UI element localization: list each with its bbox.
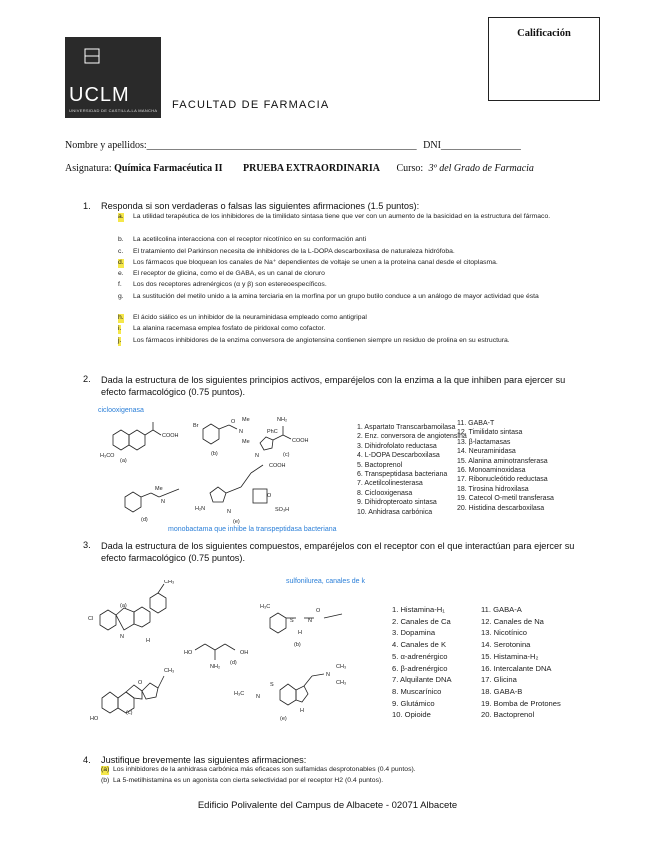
q4-text: Justifique brevemente las siguientes afirmaciones: xyxy=(101,755,307,765)
svg-text:(d): (d) xyxy=(141,517,148,523)
svg-text:CH₃: CH₃ xyxy=(164,668,175,674)
svg-text:NH₂: NH₂ xyxy=(277,417,288,423)
q2-annotation-bottom: monobactama que inhibe la transpeptidasa bacteriana xyxy=(168,526,337,533)
svg-text:HO: HO xyxy=(184,650,193,656)
q4-number: 4. xyxy=(83,755,91,765)
svg-text:O: O xyxy=(316,608,321,614)
svg-text:H: H xyxy=(298,630,302,636)
svg-text:(c): (c) xyxy=(126,710,133,716)
svg-text:O: O xyxy=(138,680,143,686)
q3-receptor-list-left: 1. Histamina-H₁ 2. Canales de Ca 3. Dopamina 4. Canales de K 5. α-adrenérgico 6. β-adrenérgico 7. Alquilante DNA 8. Muscarínico 9. Glutámico 10. Opioide xyxy=(392,605,452,720)
svg-text:H₃C: H₃C xyxy=(260,604,271,610)
svg-text:NH₂: NH₂ xyxy=(210,664,221,670)
svg-text:N: N xyxy=(239,429,243,435)
svg-text:(e): (e) xyxy=(233,519,240,525)
q2-text: Dada la estructura de los siguientes principios activos, emparéjelos con la enzima a la que inhiben para ejercer su efecto farmacológico (0.75 puntos). xyxy=(101,375,566,397)
svg-text:H: H xyxy=(146,638,150,644)
svg-text:S: S xyxy=(290,618,294,624)
q1-text: Responda si son verdaderas o falsas las siguientes afirmaciones (1.5 puntos): xyxy=(101,201,420,211)
svg-text:Cl: Cl xyxy=(88,616,94,622)
svg-text:OH: OH xyxy=(240,650,249,656)
svg-text:Me: Me xyxy=(242,439,250,445)
svg-text:Me: Me xyxy=(155,486,163,492)
course-value: 3º del Grado de Farmacia xyxy=(428,163,534,174)
svg-text:N: N xyxy=(255,453,259,459)
q3-annotation: sulfonilurea, canales de k xyxy=(286,578,365,585)
q2-enzyme-list-left: 1. Aspartato Transcarbamoilasa 2. Enz. conversora de angiotensina 3. Dihidrofolato reductasa 4. L-DOPA Descarboxilasa 5. Bactoprenol 6. Transpeptidasa bacteriana 7. Acetilcolinesterasa 8. Ciclooxigenasa 9. Dihidropteroato sintasa 10. Anhidrasa carbónica xyxy=(357,424,467,516)
svg-text:(e): (e) xyxy=(280,716,287,722)
name-line xyxy=(65,140,521,151)
svg-text:N: N xyxy=(256,694,260,700)
svg-text:N: N xyxy=(161,499,165,505)
svg-text:CH₃: CH₃ xyxy=(336,664,347,670)
svg-text:HO: HO xyxy=(90,716,99,722)
q1-number: 1. xyxy=(83,201,91,211)
svg-text:CH₃: CH₃ xyxy=(336,680,347,686)
q2-enzyme-list-right: 11. GABA-T 12. Timilidato sintasa 13. β-lactamasas 14. Neuraminidasa 15. Alanina aminotransferasa 16. Monoaminoxidasa 17. Ribonucleótido reductasa 18. Tirosina hidroxilasa 19. Catecol O-metil transferasa 20. Histidina descarboxilasa xyxy=(457,420,554,512)
subject-name: Química Farmacéutica II xyxy=(114,163,223,174)
logo-text: UCLM xyxy=(69,84,130,106)
grade-box xyxy=(488,17,600,101)
dni-label: DNI________________ xyxy=(423,140,521,151)
svg-text:COOH: COOH xyxy=(269,463,286,469)
uclm-logo xyxy=(65,37,161,118)
svg-text:H₂N: H₂N xyxy=(195,506,206,512)
svg-text:N: N xyxy=(120,634,124,640)
svg-text:N: N xyxy=(227,509,231,515)
svg-text:O: O xyxy=(267,493,272,499)
q3-receptor-list-right: 11. GABA-A 12. Canales de Na 13. Nicotínico 14. Serotonina 15. Histamina-H₂ 16. Intercalante DNA 17. Glicina 18. GABA-B 19. Bomba de Protones 20. Bactoprenol xyxy=(481,605,561,720)
svg-text:(a): (a) xyxy=(120,603,127,609)
svg-text:COOH: COOH xyxy=(162,433,179,439)
q2-annotation-top: ciclooxigenasa xyxy=(98,407,144,414)
name-label: Nombre y apellidos:______________________________________________________ xyxy=(65,140,417,151)
course-label: Curso: xyxy=(396,163,424,174)
grade-label: Calificación xyxy=(517,28,571,39)
subject-line xyxy=(65,163,534,174)
svg-text:(b): (b) xyxy=(211,451,218,457)
subject-label: Asignatura: xyxy=(65,163,112,174)
q3-number: 3. xyxy=(83,540,91,550)
svg-text:S: S xyxy=(270,682,274,688)
svg-text:O: O xyxy=(231,419,236,425)
svg-text:COOH: COOH xyxy=(292,438,309,444)
faculty-title: FACULTAD DE FARMACIA xyxy=(172,99,330,111)
svg-text:CH₃: CH₃ xyxy=(164,580,175,585)
svg-text:N: N xyxy=(308,618,312,624)
q3-structures-drawing xyxy=(80,580,390,730)
svg-text:(b): (b) xyxy=(294,642,301,648)
exam-name: PRUEBA EXTRAORDINARIA xyxy=(242,163,380,174)
svg-text:(c): (c) xyxy=(283,452,290,458)
svg-text:SO₃H: SO₃H xyxy=(275,507,290,513)
svg-text:H₃C: H₃C xyxy=(234,691,245,697)
q3-text: Dada la estructura de los siguientes compuestos, emparéjelos con el receptor con el que interactúan para ejercer su efecto farmacológico (0.75 puntos). xyxy=(101,541,575,563)
svg-text:(a): (a) xyxy=(120,458,127,464)
svg-text:H₃CO: H₃CO xyxy=(100,453,115,459)
svg-text:PhC: PhC xyxy=(267,429,278,435)
svg-text:H: H xyxy=(300,708,304,714)
footer-address: Edificio Polivalente del Campus de Albacete - 02071 Albacete xyxy=(197,800,458,811)
svg-text:Br: Br xyxy=(193,423,199,429)
q2-structures-drawing xyxy=(95,415,350,525)
svg-text:N: N xyxy=(326,672,330,678)
svg-text:(d): (d) xyxy=(230,660,237,666)
q2-number: 2. xyxy=(83,374,91,384)
logo-subtext: UNIVERSIDAD DE CASTILLA-LA MANCHA xyxy=(69,108,158,113)
svg-text:Me: Me xyxy=(242,417,250,423)
